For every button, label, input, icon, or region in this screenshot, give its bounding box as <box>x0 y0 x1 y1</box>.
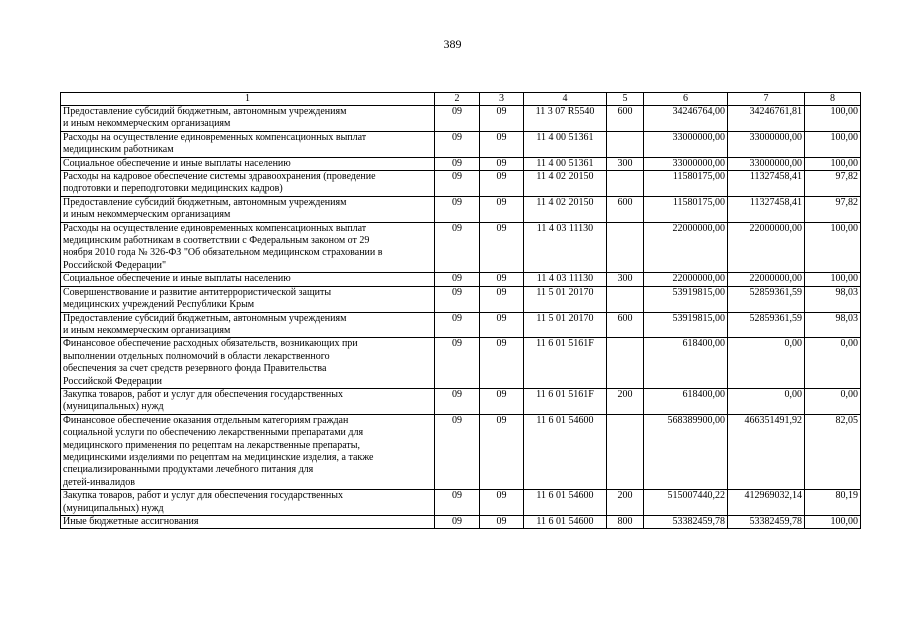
expense-type-cell: 600 <box>607 196 644 222</box>
planned-amount-cell: 11580175,00 <box>644 171 728 197</box>
section-code-cell: 09 <box>435 286 480 312</box>
subsection-code-cell: 09 <box>480 196 524 222</box>
planned-amount-cell: 11580175,00 <box>644 196 728 222</box>
section-code-cell: 09 <box>435 222 480 273</box>
column-header: 6 <box>644 93 728 106</box>
subsection-code-cell: 09 <box>480 516 524 529</box>
planned-amount-cell: 53919815,00 <box>644 286 728 312</box>
executed-amount-cell: 52859361,59 <box>728 312 805 338</box>
expense-type-cell <box>607 338 644 389</box>
executed-amount-cell: 33000000,00 <box>728 157 805 170</box>
section-code-cell: 09 <box>435 106 480 132</box>
execution-percent-cell: 98,03 <box>805 312 861 338</box>
section-code-cell: 09 <box>435 490 480 516</box>
planned-amount-cell: 34246764,00 <box>644 106 728 132</box>
target-article-cell: 11 4 03 11130 <box>524 222 607 273</box>
section-code-cell: 09 <box>435 388 480 414</box>
execution-percent-cell: 100,00 <box>805 222 861 273</box>
expense-type-cell: 200 <box>607 388 644 414</box>
section-code-cell: 09 <box>435 196 480 222</box>
table-row <box>61 273 861 286</box>
section-code-cell: 09 <box>435 273 480 286</box>
planned-amount-cell: 33000000,00 <box>644 157 728 170</box>
subsection-code-cell: 09 <box>480 286 524 312</box>
executed-amount-cell: 0,00 <box>728 338 805 389</box>
column-header: 3 <box>480 93 524 106</box>
section-code-cell: 09 <box>435 131 480 157</box>
expense-name-cell: Предоставление субсидий бюджетным, автономным учреждениям и иным некоммерческим организациям <box>61 312 435 338</box>
subsection-code-cell: 09 <box>480 106 524 132</box>
target-article-cell: 11 5 01 20170 <box>524 286 607 312</box>
expense-name-cell: Иные бюджетные ассигнования <box>61 516 435 529</box>
planned-amount-cell: 22000000,00 <box>644 222 728 273</box>
executed-amount-cell: 22000000,00 <box>728 273 805 286</box>
section-code-cell: 09 <box>435 414 480 489</box>
column-header: 8 <box>805 93 861 106</box>
expense-type-cell: 300 <box>607 273 644 286</box>
subsection-code-cell: 09 <box>480 490 524 516</box>
executed-amount-cell: 11327458,41 <box>728 171 805 197</box>
subsection-code-cell: 09 <box>480 388 524 414</box>
target-article-cell: 11 4 02 20150 <box>524 171 607 197</box>
planned-amount-cell: 618400,00 <box>644 338 728 389</box>
planned-amount-cell: 515007440,22 <box>644 490 728 516</box>
column-header: 2 <box>435 93 480 106</box>
executed-amount-cell: 33000000,00 <box>728 131 805 157</box>
expense-name-cell: Закупка товаров, работ и услуг для обеспечения государственных (муниципальных) нужд <box>61 490 435 516</box>
execution-percent-cell: 0,00 <box>805 388 861 414</box>
subsection-code-cell: 09 <box>480 312 524 338</box>
target-article-cell: 11 4 03 11130 <box>524 273 607 286</box>
target-article-cell: 11 4 00 51361 <box>524 131 607 157</box>
expense-type-cell <box>607 171 644 197</box>
section-code-cell: 09 <box>435 516 480 529</box>
target-article-cell: 11 6 01 5161F <box>524 388 607 414</box>
execution-percent-cell: 98,03 <box>805 286 861 312</box>
expense-type-cell <box>607 286 644 312</box>
planned-amount-cell: 53382459,78 <box>644 516 728 529</box>
expense-name-cell: Закупка товаров, работ и услуг для обеспечения государственных (муниципальных) нужд <box>61 388 435 414</box>
table-row <box>61 157 861 170</box>
expense-name-cell: Финансовое обеспечение оказания отдельным категориям граждан социальной услуги по обеспечению лекарственными препаратами для медицинского применения по рецептам на лекарственные препараты, медицинскими изделиями по рецептам на медицинские изделия, а также специализированными продуктами лечебного питания для детей-инвалидов <box>61 414 435 489</box>
table-row <box>61 196 861 222</box>
subsection-code-cell: 09 <box>480 171 524 197</box>
executed-amount-cell: 22000000,00 <box>728 222 805 273</box>
table-row <box>61 338 861 389</box>
expense-type-cell <box>607 414 644 489</box>
expense-type-cell: 300 <box>607 157 644 170</box>
execution-percent-cell: 80,19 <box>805 490 861 516</box>
expense-name-cell: Финансовое обеспечение расходных обязательств, возникающих при выполнении отдельных полномочий в области лекарственного обеспечения за счет средств резервного фонда Правительства Российской Федерации <box>61 338 435 389</box>
table-row <box>61 388 861 414</box>
expense-type-cell: 600 <box>607 106 644 132</box>
table-body <box>61 106 861 529</box>
subsection-code-cell: 09 <box>480 338 524 389</box>
target-article-cell: 11 5 01 20170 <box>524 312 607 338</box>
expense-name-cell: Социальное обеспечение и иные выплаты населению <box>61 273 435 286</box>
table-row <box>61 414 861 489</box>
expense-name-cell: Предоставление субсидий бюджетным, автономным учреждениям и иным некоммерческим организациям <box>61 196 435 222</box>
table-row <box>61 516 861 529</box>
table-row <box>61 222 861 273</box>
column-header: 4 <box>524 93 607 106</box>
subsection-code-cell: 09 <box>480 157 524 170</box>
table-row <box>61 131 861 157</box>
execution-percent-cell: 82,05 <box>805 414 861 489</box>
execution-percent-cell: 100,00 <box>805 157 861 170</box>
target-article-cell: 11 4 00 51361 <box>524 157 607 170</box>
execution-percent-cell: 100,00 <box>805 131 861 157</box>
column-header: 7 <box>728 93 805 106</box>
execution-percent-cell: 100,00 <box>805 106 861 132</box>
expense-name-cell: Расходы на осуществление единовременных компенсационных выплат медицинским работникам <box>61 131 435 157</box>
planned-amount-cell: 618400,00 <box>644 388 728 414</box>
table-row <box>61 312 861 338</box>
expense-name-cell: Предоставление субсидий бюджетным, автономным учреждениям и иным некоммерческим организациям <box>61 106 435 132</box>
expense-name-cell: Расходы на кадровое обеспечение системы здравоохранения (проведение подготовки и переподготовки медицинских кадров) <box>61 171 435 197</box>
budget-table <box>60 92 861 529</box>
planned-amount-cell: 53919815,00 <box>644 312 728 338</box>
table-row <box>61 171 861 197</box>
section-code-cell: 09 <box>435 338 480 389</box>
table-header-row <box>61 93 861 106</box>
execution-percent-cell: 0,00 <box>805 338 861 389</box>
planned-amount-cell: 33000000,00 <box>644 131 728 157</box>
expense-type-cell <box>607 222 644 273</box>
expense-type-cell <box>607 131 644 157</box>
planned-amount-cell: 22000000,00 <box>644 273 728 286</box>
subsection-code-cell: 09 <box>480 414 524 489</box>
expense-name-cell: Расходы на осуществление единовременных компенсационных выплат медицинским работникам в соответствии с Федеральным законом от 29 ноября 2010 года № 326-ФЗ "Об обязательном медицинском страховании в Российской Федерации" <box>61 222 435 273</box>
executed-amount-cell: 0,00 <box>728 388 805 414</box>
execution-percent-cell: 100,00 <box>805 516 861 529</box>
table-row <box>61 490 861 516</box>
table-row <box>61 106 861 132</box>
target-article-cell: 11 6 01 5161F <box>524 338 607 389</box>
executed-amount-cell: 53382459,78 <box>728 516 805 529</box>
executed-amount-cell: 11327458,41 <box>728 196 805 222</box>
target-article-cell: 11 6 01 54600 <box>524 516 607 529</box>
subsection-code-cell: 09 <box>480 273 524 286</box>
subsection-code-cell: 09 <box>480 222 524 273</box>
target-article-cell: 11 6 01 54600 <box>524 414 607 489</box>
section-code-cell: 09 <box>435 171 480 197</box>
expense-type-cell: 200 <box>607 490 644 516</box>
column-header: 1 <box>61 93 435 106</box>
page-number: 389 <box>443 37 462 51</box>
executed-amount-cell: 466351491,92 <box>728 414 805 489</box>
target-article-cell: 11 3 07 R5540 <box>524 106 607 132</box>
expense-name-cell: Совершенствование и развитие антитеррористической защиты медицинских учреждений Республики Крым <box>61 286 435 312</box>
expense-name-cell: Социальное обеспечение и иные выплаты населению <box>61 157 435 170</box>
section-code-cell: 09 <box>435 157 480 170</box>
planned-amount-cell: 568389900,00 <box>644 414 728 489</box>
executed-amount-cell: 34246761,81 <box>728 106 805 132</box>
execution-percent-cell: 100,00 <box>805 273 861 286</box>
target-article-cell: 11 6 01 54600 <box>524 490 607 516</box>
subsection-code-cell: 09 <box>480 131 524 157</box>
target-article-cell: 11 4 02 20150 <box>524 196 607 222</box>
execution-percent-cell: 97,82 <box>805 196 861 222</box>
execution-percent-cell: 97,82 <box>805 171 861 197</box>
table-row <box>61 286 861 312</box>
section-code-cell: 09 <box>435 312 480 338</box>
executed-amount-cell: 412969032,14 <box>728 490 805 516</box>
expense-type-cell: 600 <box>607 312 644 338</box>
expense-type-cell: 800 <box>607 516 644 529</box>
executed-amount-cell: 52859361,59 <box>728 286 805 312</box>
column-header: 5 <box>607 93 644 106</box>
